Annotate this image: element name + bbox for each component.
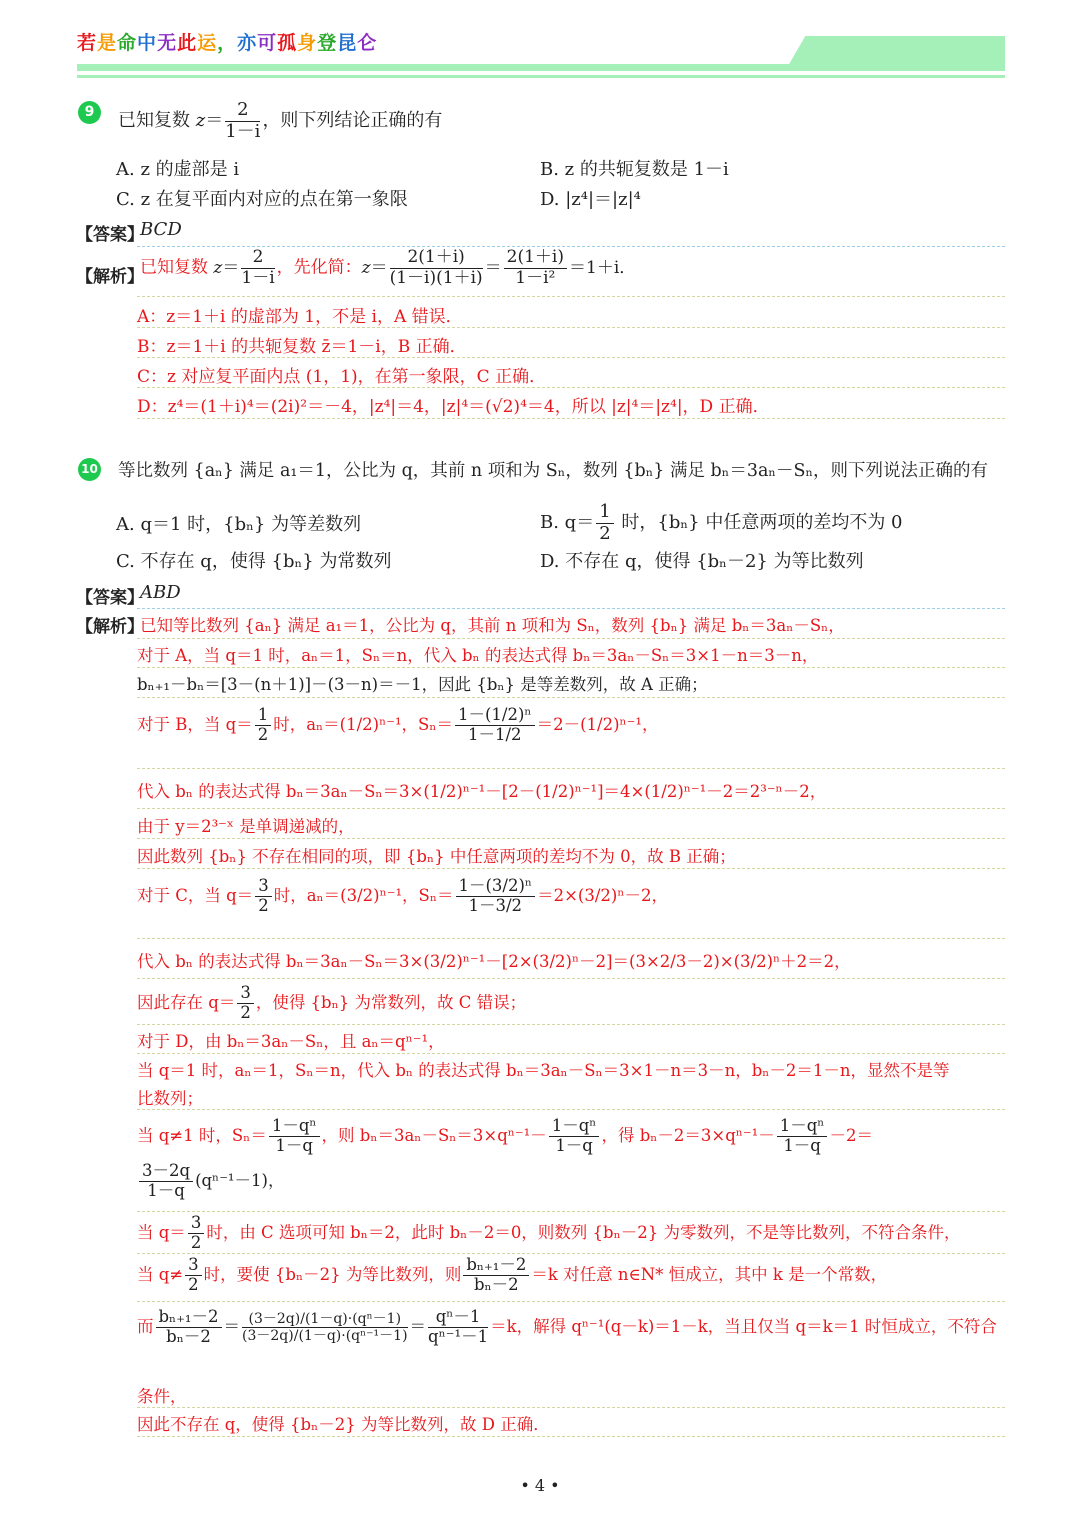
q9-analysis-d: D：z⁴＝(1＋i)⁴＝(2i)²＝－4，|z⁴|＝4，|z|⁴＝(√2)⁴＝4，所以 |z|⁴＝|z⁴|，D 正确． [137, 397, 770, 417]
divider [137, 978, 1005, 979]
q10-analysis-label: 【解析】 [76, 617, 144, 637]
q9-option-d: D. |z⁴|＝|z|⁴ [540, 189, 641, 210]
header-motto-char: 孤 [277, 32, 298, 54]
header-motto [77, 28, 377, 55]
divider [137, 1053, 1005, 1054]
q9-analysis-line-0: 已知复数 z＝ $\frac{2}{1-i}$ ，先化简：z＝ $\frac{2(1+i)}{(1-i)(1+i)}$ ＝ $\frac{2(1+i)}{\text{1－i²}}$ ＝1＋i． [140, 247, 637, 288]
divider [137, 387, 1005, 388]
header-motto-char: 此 [177, 32, 198, 54]
divider [137, 1301, 1005, 1302]
q10-line-11: 对于 D，由 bₙ＝3aₙ－Sₙ，且 aₙ＝qⁿ⁻¹， [137, 1032, 445, 1051]
divider [137, 1024, 1005, 1025]
q9-analysis-label: 【解析】 [76, 267, 144, 287]
header-motto-char: 可 [257, 32, 278, 54]
header-motto-char: 亦 [237, 32, 258, 54]
header-motto-char: 命 [117, 32, 138, 54]
q10-line-3: bₙ₊₁－bₙ＝[3－(n＋1)]－(3－n)＝－1，因此 {bₙ} 是等差数列，故 A 正确； [137, 675, 708, 694]
divider [137, 667, 1005, 668]
q10-option-c: C. 不存在 q，使得 {bₙ} 为常数列 [116, 551, 392, 572]
q10-line-12: 当 q＝1 时，aₙ＝1，Sₙ＝n，代入 bₙ 的表达式得 bₙ＝3aₙ－Sₙ＝3×1－n＝3－n，bₙ－2＝1－n，显然不是等 [137, 1061, 950, 1080]
q10-line-13: 比数列； [137, 1089, 203, 1108]
q9-option-a: A. z 的虚部是 i [116, 159, 240, 180]
header-motto-char: 无 [157, 32, 178, 54]
divider [137, 1436, 1005, 1437]
q10-option-b: B. q＝ $\frac{1}{2}$ 时，{bₙ} 中任意两项的差均不为 0 [540, 501, 903, 544]
q10-line-5: 代入 bₙ 的表达式得 bₙ＝3aₙ－Sₙ＝3×(1/2)ⁿ⁻¹－[2－(1/2)ⁿ⁻¹]＝4×(1/2)ⁿ⁻¹－2＝2³⁻ⁿ－2， [137, 782, 827, 801]
divider [137, 838, 1005, 839]
q10-line-6: 由于 y＝2³⁻ˣ 是单调递减的， [137, 817, 355, 836]
q10-line-17: 当 q≠ $\frac{3}{2}$ 时，要使 {bₙ－2} 为等比数列，则 $\frac{\text{bₙ₊₁－2}}{\text{bₙ－2}}$ ＝k 对任意 n∈N* 恒成立，其中 k 是一个常数， [137, 1255, 888, 1294]
divider [137, 327, 1005, 328]
question-9-number: 9 [78, 101, 101, 124]
q9-analysis-b: B：z＝1＋i 的共轭复数 z̄＝1－i，B 正确． [137, 337, 467, 357]
header-decoration [788, 36, 1005, 66]
divider [137, 1253, 1005, 1254]
divider [137, 938, 1005, 939]
q9-analysis-a: A：z＝1＋i 的虚部为 1，不是 i，A 错误． [137, 307, 463, 327]
divider [137, 638, 1005, 639]
divider [137, 697, 1005, 698]
q10-line-9: 代入 bₙ 的表达式得 bₙ＝3aₙ－Sₙ＝3×(3/2)ⁿ⁻¹－[2×(3/2)ⁿ－2]＝(3×2/3－2)×(3/2)ⁿ＋2＝2， [137, 952, 851, 971]
divider [137, 1407, 1005, 1408]
q10-answer: ABD [140, 582, 181, 603]
divider [137, 1109, 1005, 1110]
q9-option-c: C. z 在复平面内对应的点在第一象限 [116, 189, 408, 210]
divider [137, 608, 1005, 609]
q10-option-d: D. 不存在 q，使得 {bₙ－2} 为等比数列 [540, 551, 864, 572]
divider [137, 808, 1005, 809]
q10-answer-label: 【答案】 [76, 588, 144, 608]
q10-option-a: A. q＝1 时，{bₙ} 为等差数列 [116, 514, 362, 535]
page-number: • 4 • [520, 1476, 560, 1495]
q9-stem: 已知复数 z＝ $\frac{2}{1-i}$ ，则下列结论正确的有 [118, 99, 443, 142]
q9-analysis-c: C：z 对应复平面内点 (1，1)，在第一象限，C 正确． [137, 367, 547, 387]
q9-option-b: B. z 的共轭复数是 1－i [540, 159, 729, 180]
header-motto-char: 中 [137, 32, 158, 54]
header-motto-char: 若 [77, 32, 98, 54]
header-motto-char: 运 [197, 32, 218, 54]
header-motto-char: 是 [97, 32, 118, 54]
q10-line-16: 当 q＝ $\frac{3}{2}$ 时，由 C 选项可知 bₙ＝2，此时 bₙ－2＝0，则数列 {bₙ－2} 为零数列，不是等比数列，不符合条件， [137, 1213, 961, 1252]
header-motto-char: 仑 [357, 32, 378, 54]
q10-line-18: 而 $\frac{\text{bₙ₊₁－2}}{\text{bₙ－2}}$ ＝ $\frac{\text{(3－2q)/(1－q)·(qⁿ－1)}}{\text{(3－2q)/(1－q)·(qⁿ⁻¹－1)}}$ ＝ $\frac{\text{qⁿ－1}}{\text{qⁿ⁻¹－1}}$ ＝k，解得 qⁿ⁻¹(q－k)＝1－k，当且仅当 q＝k＝1 时恒成立，不符合 [137, 1307, 997, 1346]
q9-answer: BCD [140, 219, 182, 240]
header-motto-char: 昆 [337, 32, 358, 54]
header-motto-char: 登 [317, 32, 338, 54]
q9-answer-label: 【答案】 [76, 225, 144, 245]
header-motto-char: 身 [297, 32, 318, 54]
q10-line-8: 对于 C，当 q＝ $\frac{3}{2}$ 时，aₙ＝(3/2)ⁿ⁻¹，Sₙ＝ $\frac{\text{1－(3/2)ⁿ}}{1-3/2}$ ＝2×(3/2)ⁿ－2， [137, 876, 668, 915]
q10-line-7: 因此数列 {bₙ} 不存在相同的项，即 {bₙ} 中任意两项的差均不为 0，故 B 正确； [137, 847, 736, 866]
divider [137, 768, 1005, 769]
q10-line-10: 因此存在 q＝ $\frac{3}{2}$ ，使得 {bₙ} 为常数列，故 C 错误； [137, 983, 527, 1022]
q10-line-20: 因此不存在 q，使得 {bₙ－2} 为等比数列，故 D 正确． [137, 1415, 550, 1434]
q10-line-4: 对于 B，当 q＝ $\frac{1}{2}$ 时，aₙ＝(1/2)ⁿ⁻¹，Sₙ＝ $\frac{\text{1－(1/2)ⁿ}}{1-1/2}$ ＝2－(1/2)ⁿ⁻¹， [137, 705, 659, 744]
header-bar-thin [77, 75, 1005, 78]
divider [137, 357, 1005, 358]
divider [137, 868, 1005, 869]
divider [137, 1211, 1005, 1212]
q10-line-1: 已知等比数列 {aₙ} 满足 a₁＝1，公比为 q，其前 n 项和为 Sₙ，数列 {bₙ} 满足 bₙ＝3aₙ－Sₙ， [140, 616, 845, 635]
q10-line-2: 对于 A，当 q＝1 时，aₙ＝1，Sₙ＝n，代入 bₙ 的表达式得 bₙ＝3aₙ－Sₙ＝3×1－n＝3－n， [137, 646, 819, 665]
question-10-number: 10 [78, 458, 101, 481]
divider [137, 296, 1005, 297]
divider [137, 246, 1005, 247]
header-bar [77, 64, 1005, 71]
header-motto-char: ， [217, 32, 238, 54]
divider [137, 418, 1005, 419]
q10-line-19: 条件， [137, 1387, 187, 1406]
q10-stem: 等比数列 {aₙ} 满足 a₁＝1，公比为 q，其前 n 项和为 Sₙ，数列 {bₙ} 满足 bₙ＝3aₙ－Sₙ，则下列说法正确的有 [118, 461, 989, 481]
q10-line-14: 当 q≠1 时，Sₙ＝ $\frac{\text{1－qⁿ}}{1-q}$ ，则 bₙ＝3aₙ－Sₙ＝3×qⁿ⁻¹－ $\frac{\text{1－qⁿ}}{1-q}$ ，得 bₙ－2＝3×qⁿ⁻¹－ $\frac{\text{1－qⁿ}}{1-q}$ －2＝ [137, 1116, 873, 1155]
q10-line-15: $\frac{3-2q}{1-q}$ (qⁿ⁻¹－1)， [137, 1162, 284, 1201]
